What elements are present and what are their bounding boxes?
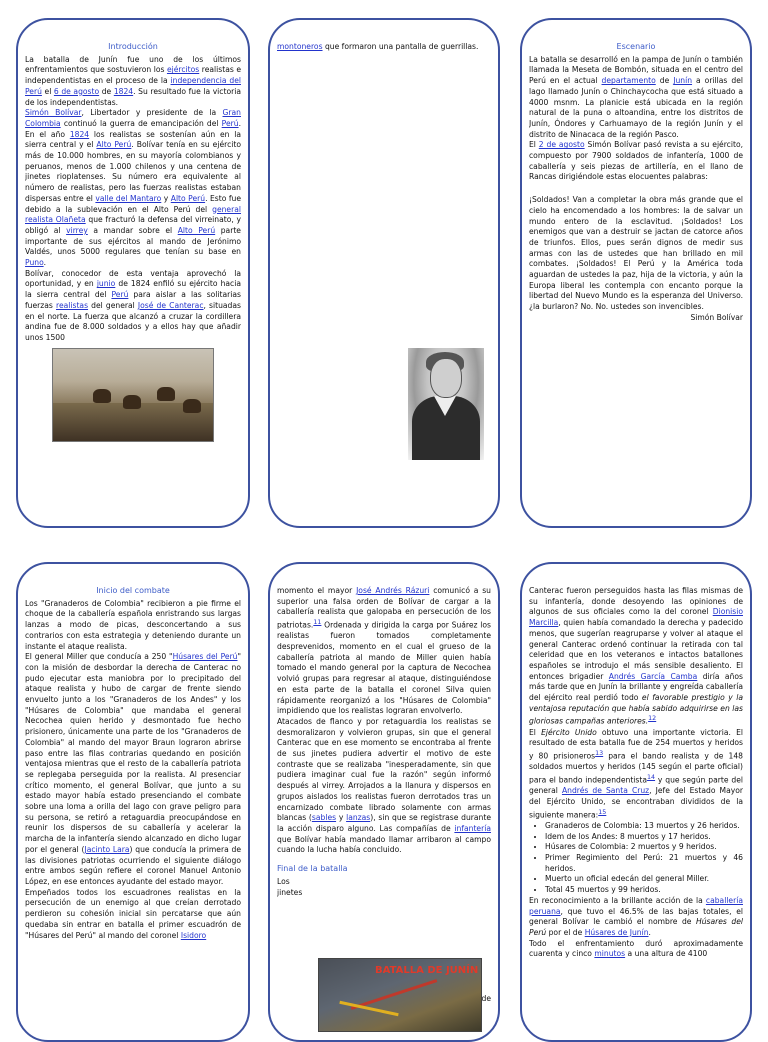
panel-introduccion — [16, 18, 250, 528]
list-item: • Primer Regimiento del Perú: 21 muertos y 46 heridos. — [545, 853, 743, 874]
link-ejercitos[interactable]: ejércitos — [166, 65, 200, 75]
link-alto-peru[interactable]: Alto Perú — [170, 193, 206, 203]
paragraph: Atacados de flanco y por retaguardia los realistas se desmoralizaron y volvieron grupas, sin que el general Canterac que en ese momento se encontraba al frente de sus jinetes pudiera advertir el motivo de este contraste que se realizaba "inesperadamente, sin que pudiera imaginar cual fue la razón" según informó después al virrey. Arrojados a la llanura y dispersos en grupos aislados los realistas fueron derrotados tras un encarnizado combate librado solamente con armas blancas (sables y lanzas), sin que se registrase durante la acción disparo alguno. Las compañías de infantería que Bolívar había mandado llamar arribaron al campo cuando la lucha había concluido. — [277, 716, 491, 855]
bolivar-portrait-image — [408, 348, 484, 460]
panel-final-batalla — [520, 562, 752, 1042]
link-peru[interactable]: Perú — [221, 118, 239, 128]
link-puno[interactable]: Puno — [25, 258, 44, 268]
quote-signature: Simón Bolívar — [690, 312, 743, 322]
paragraph: Simón Bolívar, Libertador y presidente de la Gran Colombia continuó la guerra de emancipación del Perú. En el año 1824 los realistas se sostenían aún en la sierra central y el Alto Perú. Bolívar tenía en su ejército más de 10.000 hombres, en su mayoría colombianos y peruanos, menos de 1.000 chilenos y una centena de jinetes rioplatenses. Su número era equivalente al número de realistas, pero las fuerzas realistas estaban dispersas entre el valle del Mantaro y Alto Perú. Esto fue debido a la sublevación en el Alto Perú del general realista Olañeta que fracturó la defensa del virreinato, y obligó al virrey a mandar sobre el Alto Perú parte importante de sus ejércitos al mando de Jerónimo Valdés, unos 5000 regulares que tenían su base en Puno. — [25, 108, 241, 268]
panel-inicio-combate-content — [25, 586, 241, 1030]
paragraph: El 2 de agosto Simón Bolívar pasó revista a su ejército, compuesto por 7900 soldados de infantería, 1000 de caballería y seis piezas de artillería, en el llano de Rancas dirigiéndole estas elocuentes palabras: — [529, 140, 743, 182]
link-montoneros[interactable]: montoneros — [277, 42, 323, 51]
paragraph: La batalla se desarrolló en la pampa de Junín o también llamada la Meseta de Bombón, situada en el centro del Perú en el actual departamento de Junín a orillas del lago llamado Junín o Chinchaycocha que está situado a 4000 msnm. La planicie está ubicada en la región natural de la puna o altoandina, entre los distritos de Junín, Óndores y Carhuamayo de la región Junín y el distrito de Ninacaca de la región Pasco. — [529, 54, 743, 139]
battle-painting-image — [52, 348, 214, 442]
link-canterac[interactable]: José de Canterac — [137, 300, 204, 310]
link-realistas[interactable]: realistas — [56, 300, 89, 310]
panel-continuacion — [268, 18, 500, 528]
link-olaneta[interactable]: general realista Olañeta — [25, 204, 241, 225]
bolivar-quote: ¡Soldados! Van a completar la obra más grande que el cielo ha encomendado a los hombres: la de salvar un mundo entero de la esclavitud. ¡Soldados! Los enemigos que van a destruir se jactan de catorce años de triunfos. Ellos, pues serán dignos de medir sus armas con las de ustedes que han brillado en mil combates. ¡Soldados! El Perú y la América toda aguardan de ustedes la paz, hija de la victoria, y aún la Europa liberal les contempla con encanto porque la libertad del Nuevo Mundo es la esperanza del Universo. ¿la burlaron? No. No. ustedes son invencibles. — [529, 195, 743, 312]
link-jacinto-lara[interactable]: Jacinto Lara — [84, 844, 130, 854]
paragraph: La batalla de Junín fue uno de los últimos enfrentamientos que sostuvieron los ejércitos realistas e independentistas en el proceso de la independencia del Perú el 6 de agosto de 1824. Su resultado fue la victoria de los independentistas. — [25, 54, 241, 107]
link-marcilla[interactable]: Dionisio Marcilla — [529, 607, 743, 628]
link-alto-peru[interactable]: Alto Perú — [177, 225, 216, 235]
link-minutos[interactable]: minutos — [594, 949, 626, 959]
link-1824[interactable]: 1824 — [69, 129, 90, 139]
panel-inicio-combate — [16, 562, 250, 1042]
link-gran-colombia[interactable]: Gran Colombia — [25, 108, 241, 128]
link-2-agosto[interactable]: 2 de agosto — [538, 140, 585, 150]
link-virrey[interactable]: virrey — [66, 225, 88, 235]
link-razuri[interactable]: José Andrés Rázuri — [356, 586, 430, 595]
link-infanteria[interactable]: infantería — [454, 824, 491, 833]
paragraph: momento el mayor José Andrés Rázuri comunicó a su superior una falsa orden de Bolívar de cargar a la caballería realista que galopaba en persecución de los patriotas.$^{11}$ Ordenada y dirigida la carga por Suárez los realistas fueron tomados completamente desprevenidos, momento en el cual el grueso de la caballería patriota al mando de Miller quien había tomado el mando general por la captura de Necochea volvió grupas para regresar al ataque, distinguiéndose en esta parte de la batalla el coronel Silva quien rápidamente reorganizó a los "Húsares de Colombia" impidiendo que los realistas lograran envolverlo. — [277, 586, 491, 716]
link-lanzas[interactable]: lanzas — [346, 813, 371, 823]
panel-combate-continuacion — [268, 562, 500, 1042]
paragraph: montoneros que formaron una pantalla de guerrillas. — [277, 42, 479, 51]
paragraph: Bolívar, conocedor de esta ventaja aprovechó la oportunidad, y en junio de 1824 enfiló su ejército hacia la sierra central del Perú para aislar a las solitarias fuerzas realistas del general José de Canterac, situadas en el norte. La fuerza que alcanzó a cruzar la cordillera andina fue de 8.000 soldados y a ellos hay que añadir unos 1500 — [25, 268, 241, 342]
link-santa-cruz[interactable]: Andrés de Santa Cruz — [561, 786, 650, 796]
footnote-link[interactable]: 14 — [647, 774, 656, 782]
paragraph: Los jinetes — [277, 876, 303, 897]
link-junin[interactable]: Junín — [673, 76, 693, 86]
link-peru[interactable]: Perú — [111, 290, 129, 300]
link-isidoro[interactable]: Isidoro — [180, 930, 207, 940]
list-item: • Muerto un oficial edecán del general Miller. — [545, 874, 743, 885]
link-sables[interactable]: sables — [311, 813, 337, 823]
paragraph: Todo el enfrentamiento duró aproximadamente cuarenta y cinco minutos a una altura de 4100 — [529, 938, 743, 959]
link-alto-peru[interactable]: Alto Perú — [96, 140, 132, 150]
section-title: Introducción — [108, 42, 158, 51]
paragraph: En reconocimiento a la brillante acción de la caballería peruana, que tuvo el 46.5% de las bajas totales, el general Bolívar le cambió el nombre de Húsares del Perú por el de Húsares de Junín. — [529, 895, 743, 937]
link-valle-mantaro[interactable]: valle del Mantaro — [95, 193, 162, 203]
section-title: Escenario — [616, 42, 656, 51]
battle-map-image — [318, 958, 482, 1032]
section-title: Inicio del combate — [96, 586, 170, 595]
casualties-list — [529, 821, 743, 896]
link-caballeria-peruana[interactable]: caballería peruana — [529, 895, 743, 916]
map-title: BATALLA DE JUNÍN — [375, 965, 479, 976]
link-6-agosto[interactable]: 6 de agosto — [53, 86, 100, 96]
panel-escenario — [520, 18, 752, 528]
footnote-link[interactable]: 11 — [313, 619, 322, 627]
list-item: • Granaderos de Colombia: 13 muertos y 26 heridos. — [545, 821, 743, 832]
paragraph-fragment: de — [481, 994, 491, 1003]
list-item: • Idem de los Andes: 8 muertos y 17 heridos. — [545, 832, 743, 843]
link-garcia-camba[interactable]: Andrés García Camba — [608, 671, 698, 681]
link-husares-peru[interactable]: Húsares del Perú — [172, 652, 238, 662]
section-title: Final de la batalla — [277, 864, 348, 874]
link-1824[interactable]: 1824 — [113, 86, 134, 96]
paragraph: Empeñados todos los escuadrones realistas en la persecución de un enemigo al que creían derrotado perdieron su cohesión inicial sin percatarse que aún quedaba sin entrar en batalla el primer escuadrón de "Húsares del Perú" al mando del coronel Isidoro — [25, 887, 241, 940]
link-independencia[interactable]: independencia del Perú — [25, 76, 241, 96]
list-item: • Húsares de Colombia: 2 muertos y 9 heridos. — [545, 842, 743, 853]
paragraph: El Ejército Unido obtuvo una importante victoria. El resultado de esta batalla fue de 254 muertos y heridos y 80 prisioneros$^{13}$ para el bando realista y de 148 soldados muertos y heridos (145 según el parte oficial) para el bando independentista$^{14}$ y que según parte del general Andrés de Santa Cruz, Jefe del Estado Mayor del Ejército Unido, se encontraban divididos de la siguiente manera:$^{15}$ — [529, 727, 743, 820]
footnote-link[interactable]: 15 — [598, 808, 607, 816]
panel-final-batalla-content — [529, 586, 743, 1030]
link-husares-junin[interactable]: Húsares de Junín — [584, 927, 649, 937]
footnote-link[interactable]: 13 — [595, 750, 604, 758]
footnote-link[interactable]: 12 — [648, 715, 657, 723]
paragraph: Los "Granaderos de Colombia" recibieron a pie firme el choque de la caballería española enristrando sus largas lanzas a modo de picas, desconcertando a sus contrarios con esta estrategia y deteniendo durante un instante el ataque realista. — [25, 598, 241, 651]
panel-escenario-content — [529, 42, 743, 516]
list-item: • Total 45 muertos y 99 heridos. — [545, 885, 743, 896]
panel-introduccion-content — [25, 42, 241, 516]
paragraph: El general Miller que conducía a 250 "Húsares del Perú" con la misión de desbordar la derecha de Canterac no pudo ejecutar esta maniobra por lo precipitado del ataque realista y hubo de cargar de frente siendo envuelto junto a los "Granaderos de los Andes" y los "Húsares de Colombia" que mandaba el general Necochea quien herido y desmontado fue hecho prisionero, únicamente una parte de los "Granaderos de Colombia" al mando del mayor Braun lograron abrirse paso entre las filas contrarias quedando en posición ventajosa mientras que el resto de la caballería patriota se replegaba perseguida por la realista. Al presenciar crítico momento, el general Bolívar, que junto a su estado mayor había estado presenciando el combate sobre una loma a orilla del lago con grave peligro para su persona, se retiró a retaguardia preocupándose en reunir los dispersos de su caballería y acelerar la marcha de la infantería siendo alcanzado en dicho lugar por el general (Jacinto Lara) que conducía la primera de las divisiones patriotas ocurriendo el siguiente diálogo entre ambos según refiere el coronel Manuel Antonio López, en ese entonces ayudante del estado mayor. — [25, 652, 241, 886]
link-bolivar[interactable]: Simón Bolívar — [25, 108, 82, 118]
paragraph: Canterac fueron perseguidos hasta las filas mismas de su infantería, donde desoyendo las opiniones de algunos de sus oficiales como la del coronel Dionisio Marcilla, quien había comandado la derecha y padecido menos, que sugerían reagruparse y volver al ataque el general Canterac ordenó continuar la retirada con tal celeridad que en los veteranos e intactos batallones españoles se introdujo el más sensible desaliento. El entonces brigadier Andrés García Camba diría años más tarde que en Junín la brillante y engreída caballería del ejército real perdió todo el favorable prestigio y la ventajosa reputación que había sabido adquirirse en las gloriosas campañas anteriores.$^{12}$ — [529, 586, 743, 726]
link-departamento[interactable]: departamento — [601, 76, 656, 86]
link-junio[interactable]: junio — [96, 279, 116, 289]
